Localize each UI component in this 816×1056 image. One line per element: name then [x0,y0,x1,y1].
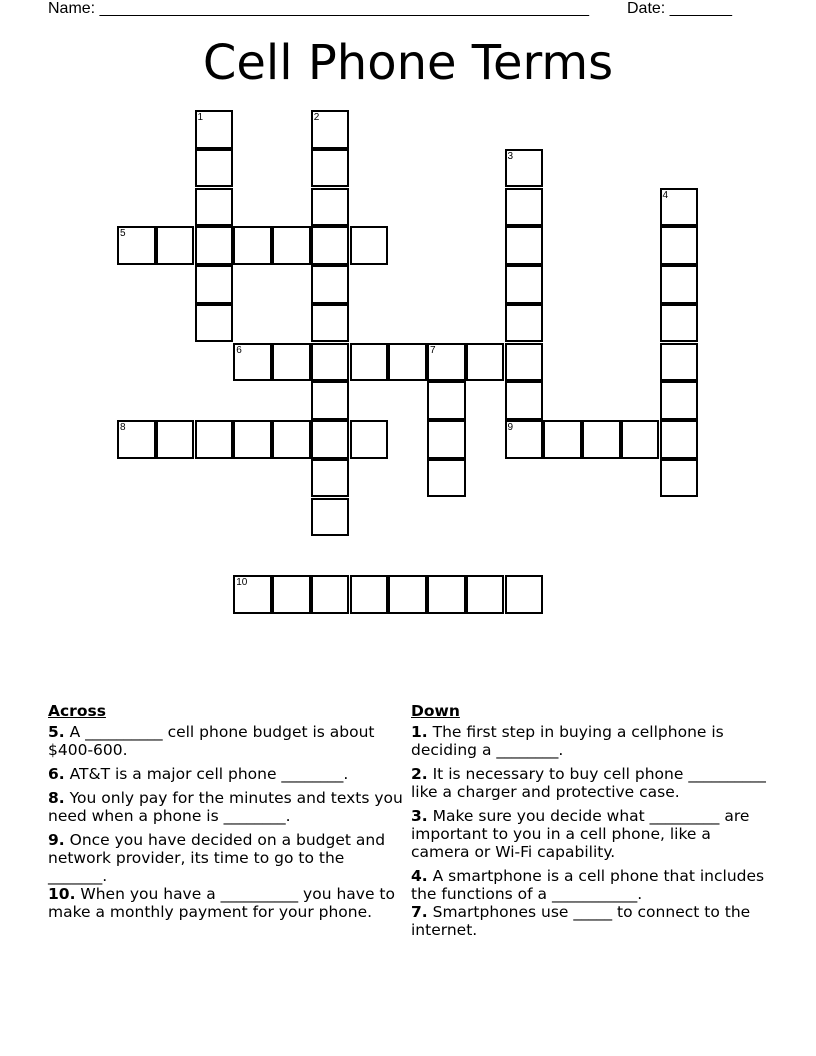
grid-cell[interactable] [117,420,156,459]
grid-cell[interactable] [233,575,272,614]
clue-text: Smartphones use _____ to connect to the internet. [411,903,751,939]
grid-cell[interactable] [311,226,350,265]
clue-across-8 [48,789,408,825]
name-field[interactable]: Name: _______________________________________________________ [48,0,589,17]
grid-cell[interactable] [311,110,350,149]
grid-cell[interactable] [272,575,311,614]
clue-number-label: 9 [507,422,514,433]
clue-text: A smartphone is a cell phone that includes the functions of a ___________. [411,867,765,903]
grid-cell[interactable] [117,226,156,265]
grid-cell[interactable] [660,226,699,265]
grid-cell[interactable] [156,226,195,265]
grid-cell[interactable] [505,188,544,227]
clue-across-9 [48,831,408,885]
grid-cell[interactable] [505,226,544,265]
grid-cell[interactable] [272,343,311,382]
grid-cell[interactable] [272,226,311,265]
grid-cell[interactable] [543,420,582,459]
clue-number: 6. [48,765,65,783]
clue-number: 9. [48,831,65,849]
grid-cell[interactable] [427,420,466,459]
down-heading: Down [411,702,460,720]
clue-number: 8. [48,789,65,807]
grid-cell[interactable] [195,304,234,343]
grid-cell[interactable] [427,381,466,420]
grid-cell[interactable] [311,498,350,537]
clue-number: 4. [411,867,428,885]
clue-number-label: 7 [430,344,436,356]
clue-number-label: 2 [313,112,320,123]
grid-cell[interactable] [660,265,699,304]
clue-down-3 [411,807,771,861]
grid-cell[interactable] [660,188,699,227]
grid-cell[interactable] [466,575,505,614]
down-clues [411,702,771,945]
grid-cell[interactable] [660,420,699,459]
grid-cell[interactable] [272,420,311,459]
grid-cell[interactable] [388,575,427,614]
clue-number-label: 3 [507,150,514,162]
clue-number: 2. [411,765,428,783]
grid-cell[interactable] [195,149,234,188]
grid-cell[interactable] [311,188,350,227]
clue-number-label: 6 [236,344,242,356]
clue-text: It is necessary to buy cell phone __________ like a charger and protective case. [411,765,766,801]
grid-cell[interactable] [195,420,234,459]
clue-text: The first step in buying a cellphone is deciding a ________. [411,723,724,759]
grid-cell[interactable] [311,149,350,188]
grid-cell[interactable] [350,420,389,459]
clue-number: 1. [411,723,428,741]
clue-number-label: 8 [120,422,126,433]
grid-cell[interactable] [350,226,389,265]
grid-cell[interactable] [621,420,660,459]
clue-text: You only pay for the minutes and texts you need when a phone is ________. [48,789,403,825]
grid-cell[interactable] [505,420,544,459]
clue-number-label: 4 [662,189,669,201]
clue-number: 3. [411,807,428,825]
date-field[interactable]: Date: _______ [627,0,732,17]
grid-cell[interactable] [195,110,234,149]
grid-cell[interactable] [350,575,389,614]
grid-cell[interactable] [195,226,234,265]
clue-across-10 [48,885,408,921]
grid-cell[interactable] [311,265,350,304]
clue-down-1 [411,723,771,759]
grid-cell[interactable] [311,381,350,420]
grid-cell[interactable] [660,381,699,420]
clue-text: A __________ cell phone budget is about $400-600. [48,723,375,759]
clue-across-5 [48,723,408,759]
grid-cell[interactable] [195,265,234,304]
page-title: Cell Phone Terms [202,35,614,91]
grid-cell[interactable] [233,343,272,382]
clue-number-label: 5 [120,228,126,240]
across-heading: Across [48,702,106,720]
grid-cell[interactable] [660,459,699,498]
grid-cell[interactable] [156,420,195,459]
grid-cell[interactable] [195,188,234,227]
clue-down-4 [411,867,771,903]
grid-cell[interactable] [388,343,427,382]
grid-cell[interactable] [233,226,272,265]
clue-number-label: 10 [236,577,248,588]
grid-cell[interactable] [427,575,466,614]
clue-number-label: 1 [197,112,204,123]
grid-cell[interactable] [582,420,621,459]
clue-text: AT&T is a major cell phone ________. [64,765,349,783]
grid-cell[interactable] [660,304,699,343]
grid-cell[interactable] [427,343,466,382]
grid-cell[interactable] [311,459,350,498]
grid-cell[interactable] [233,420,272,459]
clue-text: Once you have decided on a budget and network provider, its time to go to the _______. [48,831,386,885]
grid-cell[interactable] [311,420,350,459]
grid-cell[interactable] [350,343,389,382]
clue-down-2 [411,765,771,801]
clue-across-6 [48,765,408,783]
grid-cell[interactable] [505,265,544,304]
grid-cell[interactable] [505,149,544,188]
grid-cell[interactable] [505,575,544,614]
grid-cell[interactable] [311,343,350,382]
clue-text: Make sure you decide what _________ are important to you in a cell phone, like a camera or Wi-Fi capability. [411,807,750,861]
grid-cell[interactable] [505,304,544,343]
grid-cell[interactable] [660,343,699,382]
grid-cell[interactable] [427,459,466,498]
grid-cell[interactable] [505,381,544,420]
grid-cell[interactable] [466,343,505,382]
clue-text: When you have a __________ you have to make a monthly payment for your phone. [48,885,395,921]
clue-number: 5. [48,723,65,741]
clue-number: 10. [48,885,76,903]
grid-cell[interactable] [505,343,544,382]
clue-down-7 [411,903,771,939]
grid-cell[interactable] [311,304,350,343]
clue-number: 7. [411,903,428,921]
grid-cell[interactable] [311,575,350,614]
across-clues [48,702,408,927]
